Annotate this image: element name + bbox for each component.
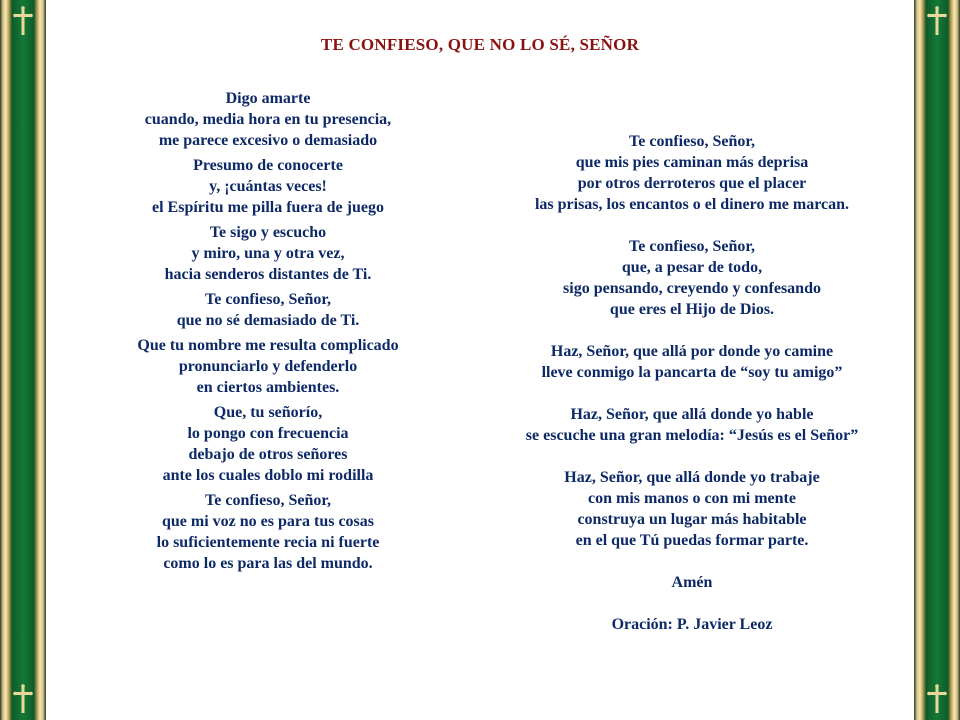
verse-line: las prisas, los encantos o el dinero me marcan. <box>534 196 850 213</box>
attribution: Oración: P. Javier Leoz <box>611 616 773 633</box>
verse-line: en ciertos ambientes. <box>196 379 340 396</box>
verse-line: cuando, media hora en tu presencia, <box>144 111 392 128</box>
verse-line: construya un lugar más habitable <box>577 511 807 528</box>
stanza <box>88 335 448 398</box>
verse-line: el Espíritu me pilla fuera de juego <box>152 199 384 216</box>
left-column <box>88 88 448 578</box>
verse-line: lo suficientemente recia ni fuerte <box>156 534 380 551</box>
right-border <box>914 0 960 720</box>
right-column <box>470 131 914 656</box>
page-title: TE CONFIESO, QUE NO LO SÉ, SEÑOR <box>320 35 640 54</box>
amen: Amén <box>671 574 713 591</box>
verse-line: pronunciarlo y defenderlo <box>178 358 358 375</box>
verse-line: Te confieso, Señor, <box>629 133 755 150</box>
verse-line: Te confieso, Señor, <box>629 238 755 255</box>
cross-icon <box>12 684 34 714</box>
verse-line: hacia senderos distantes de Ti. <box>164 266 372 283</box>
verse-line: que mis pies caminan más deprisa <box>575 154 809 171</box>
cross-icon <box>926 6 948 36</box>
cross-icon <box>12 6 34 36</box>
verse-line: Te confieso, Señor, <box>205 492 331 509</box>
stanza <box>88 155 448 218</box>
verse-line: Que, tu señorío, <box>213 404 323 421</box>
verse-line: Haz, Señor, que allá por donde yo camine <box>550 343 834 360</box>
stanza <box>470 131 914 215</box>
stanza <box>470 236 914 320</box>
stanza <box>470 341 914 383</box>
verse-line: que, a pesar de todo, <box>621 259 763 276</box>
verse-line: en el que Tú puedas formar parte. <box>575 532 809 549</box>
stanza <box>470 404 914 446</box>
verse-line: me parece excesivo o demasiado <box>158 132 378 149</box>
verse-line: Haz, Señor, que allá donde yo trabaje <box>564 469 820 486</box>
verse-line: sigo pensando, creyendo y confesando <box>563 280 821 297</box>
verse-line: lo pongo con frecuencia <box>187 425 349 442</box>
stanza <box>470 467 914 551</box>
stanza <box>88 490 448 574</box>
stanza <box>88 289 448 331</box>
stanza <box>88 402 448 486</box>
verse-line: que mi voz no es para tus cosas <box>161 513 374 530</box>
verse-line: ante los cuales doblo mi rodilla <box>162 467 374 484</box>
verse-line: como lo es para las del mundo. <box>163 555 373 572</box>
verse-line: se escuche una gran melodía: “Jesús es el Señor” <box>525 427 859 444</box>
stanza <box>88 222 448 285</box>
verse-line: lleve conmigo la pancarta de “soy tu amigo” <box>541 364 843 381</box>
verse-line: que eres el Hijo de Dios. <box>609 301 775 318</box>
verse-line: debajo de otros señores <box>188 446 348 463</box>
verse-line: con mis manos o con mi mente <box>588 490 796 507</box>
cross-icon <box>926 684 948 714</box>
verse-line: Presumo de conocerte <box>193 157 343 174</box>
verse-line: que no sé demasiado de Ti. <box>176 312 360 329</box>
verse-line: Te sigo y escucho <box>209 224 327 241</box>
verse-line: Que tu nombre me resulta complicado <box>137 337 399 354</box>
verse-line: por otros derroteros que el placer <box>577 175 807 192</box>
stanza <box>88 88 448 151</box>
verse-line: Digo amarte <box>225 90 311 107</box>
verse-line: y miro, una y otra vez, <box>191 245 345 262</box>
verse-line: Haz, Señor, que allá donde yo hable <box>570 406 814 423</box>
left-border <box>0 0 46 720</box>
verse-line: y, ¡cuántas veces! <box>209 178 327 195</box>
verse-line: Te confieso, Señor, <box>205 291 331 308</box>
